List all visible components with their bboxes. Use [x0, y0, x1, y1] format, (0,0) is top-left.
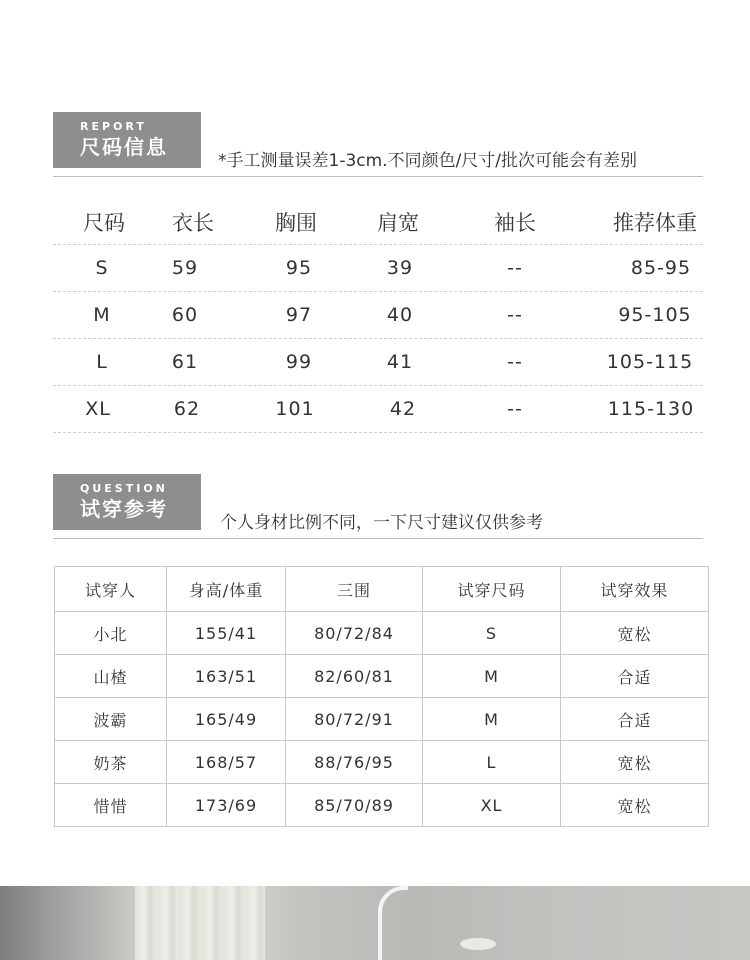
report-badge	[53, 112, 201, 168]
size-cell: M	[93, 304, 111, 326]
fit-cell: 合适	[561, 698, 709, 741]
measurement-note: *手工测量误差1-3cm.不同颜色/尺寸/批次可能会有差别	[218, 151, 638, 171]
size-cell: 62	[173, 398, 201, 420]
fit-row	[55, 741, 709, 784]
photo-curtain	[135, 886, 265, 960]
size-header-cell: 袖长	[494, 211, 536, 235]
size-cell: 39	[386, 257, 414, 279]
size-row	[53, 245, 703, 292]
size-header-cell: 推荐体重	[613, 211, 697, 235]
size-header-cell: 衣长	[172, 211, 214, 235]
question-badge	[53, 474, 201, 530]
fit-cell: 合适	[561, 655, 709, 698]
fit-cell: 85/70/89	[286, 784, 423, 827]
fit-cell: M	[423, 655, 561, 698]
question-badge-en: QUESTION	[80, 482, 168, 495]
size-cell: 61	[171, 351, 199, 373]
fit-table-header	[55, 567, 709, 612]
fit-cell: S	[423, 612, 561, 655]
size-cell: --	[507, 398, 523, 420]
fit-header-cell: 试穿人	[55, 567, 167, 612]
size-cell: 42	[389, 398, 417, 420]
fit-cell: 82/60/81	[286, 655, 423, 698]
size-row	[53, 386, 703, 433]
size-header-cell: 胸围	[275, 211, 317, 235]
fit-cell: 宽松	[561, 741, 709, 784]
question-badge-title: 试穿参考	[80, 497, 168, 521]
fit-cell: 173/69	[167, 784, 286, 827]
fit-cell: M	[423, 698, 561, 741]
size-header-cell: 肩宽	[377, 211, 419, 235]
fit-cell: L	[423, 741, 561, 784]
fit-cell: 155/41	[167, 612, 286, 655]
report-badge-title: 尺码信息	[80, 135, 168, 159]
size-cell: 85-95	[630, 257, 692, 279]
product-photo	[0, 886, 750, 960]
size-cell: 95	[285, 257, 313, 279]
fit-header-cell: 三围	[286, 567, 423, 612]
fit-cell: 88/76/95	[286, 741, 423, 784]
size-cell: 115-130	[607, 398, 695, 420]
size-cell: XL	[85, 398, 111, 420]
fit-cell: 宽松	[561, 784, 709, 827]
size-cell: 41	[386, 351, 414, 373]
fit-row	[55, 612, 709, 655]
size-cell: L	[96, 351, 108, 373]
fit-cell: 168/57	[167, 741, 286, 784]
photo-ceiling-fixture	[460, 938, 496, 950]
fit-row	[55, 784, 709, 827]
fit-cell: 山楂	[55, 655, 167, 698]
size-cell: 105-115	[606, 351, 694, 373]
section-divider	[53, 538, 703, 539]
fit-cell: 宽松	[561, 612, 709, 655]
size-header-cell: 尺码	[83, 211, 125, 235]
fit-table	[54, 566, 709, 827]
size-cell: 40	[386, 304, 414, 326]
fit-cell: 波霸	[55, 698, 167, 741]
fit-cell: XL	[423, 784, 561, 827]
size-cell: 95-105	[618, 304, 692, 326]
fit-header-cell: 试穿效果	[561, 567, 709, 612]
size-row	[53, 292, 703, 339]
fit-cell: 80/72/91	[286, 698, 423, 741]
fit-cell: 惜惜	[55, 784, 167, 827]
report-badge-en: REPORT	[80, 120, 147, 133]
size-cell: --	[507, 304, 523, 326]
fit-header-cell: 身高/体重	[167, 567, 286, 612]
size-cell: --	[507, 257, 523, 279]
fit-reference-note: 个人身材比例不同，一下尺寸建议仅供参考	[220, 513, 543, 533]
size-cell: S	[95, 257, 109, 279]
size-table	[53, 200, 703, 433]
fit-cell: 奶茶	[55, 741, 167, 784]
size-cell: 101	[275, 398, 315, 420]
fit-cell: 小北	[55, 612, 167, 655]
size-cell: 99	[285, 351, 313, 373]
fit-row	[55, 655, 709, 698]
fit-row	[55, 698, 709, 741]
size-cell: 59	[171, 257, 199, 279]
size-cell: 60	[171, 304, 199, 326]
section-divider	[53, 176, 703, 177]
fit-cell: 80/72/84	[286, 612, 423, 655]
photo-lamp	[378, 886, 408, 960]
size-row	[53, 339, 703, 386]
size-cell: --	[507, 351, 523, 373]
size-cell: 97	[285, 304, 313, 326]
size-table-header	[53, 200, 703, 245]
fit-cell: 163/51	[167, 655, 286, 698]
fit-header-cell: 试穿尺码	[423, 567, 561, 612]
fit-cell: 165/49	[167, 698, 286, 741]
